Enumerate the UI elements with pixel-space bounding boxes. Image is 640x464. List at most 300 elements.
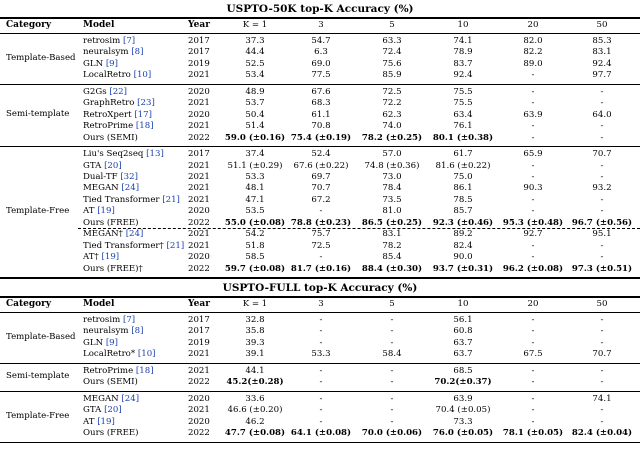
accuracy-value: 48.9 <box>245 86 265 97</box>
year-value: 2022 <box>188 263 210 274</box>
accuracy-value: 64.0 <box>592 109 612 120</box>
model-label: Tied Transformer <box>83 194 160 205</box>
year-value: 2022 <box>188 217 210 228</box>
year-value: 2021 <box>188 240 210 251</box>
accuracy-value: 52.4 <box>311 149 331 160</box>
accuracy-value: 77.5 <box>311 70 331 81</box>
accuracy-value: 73.5 <box>382 194 402 205</box>
citation-link[interactable]: [7] <box>120 315 136 325</box>
year-value: 2017 <box>188 47 210 58</box>
accuracy-value: 72.5 <box>311 240 331 251</box>
model-label: GLN <box>83 58 104 69</box>
citation-link[interactable]: [8] <box>128 47 144 58</box>
accuracy-value: 45.2(±0.28) <box>226 377 284 388</box>
accuracy-value: - <box>319 365 323 376</box>
accuracy-value: 54.2 <box>245 229 265 240</box>
citation-link[interactable]: [7] <box>120 36 136 46</box>
accuracy-value: 69.7 <box>311 171 331 182</box>
accuracy-value: 62.3 <box>382 109 402 120</box>
accuracy-value: 78.4 <box>382 183 402 194</box>
header-k: 3 <box>318 299 324 309</box>
model-label: RetroPrime <box>83 365 134 376</box>
citation-link[interactable]: [17] <box>131 109 152 120</box>
accuracy-value: 54.7 <box>311 36 331 46</box>
accuracy-value: 95.3 (±0.48) <box>502 217 564 228</box>
accuracy-value: - <box>531 70 535 81</box>
accuracy-value: 81.7 (±0.16) <box>290 263 352 274</box>
accuracy-value: 63.4 <box>453 109 473 120</box>
citation-link[interactable]: [19] <box>94 206 115 217</box>
group-rule <box>0 363 640 364</box>
accuracy-value: 78.5 <box>453 194 473 205</box>
model-name <box>83 149 164 159</box>
accuracy-value: 82.0 <box>523 36 543 46</box>
year-value: 2020 <box>188 393 210 404</box>
citation-link[interactable]: [10] <box>130 70 152 81</box>
citation-link[interactable]: [9] <box>103 58 118 69</box>
accuracy-value: 6.3 <box>314 47 328 58</box>
accuracy-value: - <box>390 315 394 325</box>
header-k: 3 <box>318 20 324 30</box>
model-label: retrosim <box>83 315 121 325</box>
accuracy-value: 80.1 (±0.38) <box>432 132 494 143</box>
accuracy-value: 53.7 <box>245 98 265 109</box>
model-label: Ours (SEMI) <box>83 377 138 388</box>
accuracy-value: 44.4 <box>245 47 265 58</box>
model-label: Ours (SEMI) <box>83 132 138 143</box>
accuracy-value: - <box>531 240 535 251</box>
model-label: MEGAN <box>83 393 119 404</box>
accuracy-value: 51.8 <box>245 240 265 251</box>
accuracy-value: 70.7 <box>592 149 612 160</box>
accuracy-value: - <box>600 132 604 143</box>
accuracy-value: 97.3 (±0.51) <box>571 263 633 274</box>
accuracy-value: 85.3 <box>592 36 612 46</box>
accuracy-value: 83.1 <box>592 47 612 58</box>
accuracy-value: 96.2 (±0.08) <box>502 263 564 274</box>
accuracy-value: 50.4 <box>245 109 265 120</box>
accuracy-value: 69.0 <box>311 58 331 69</box>
accuracy-value: 72.5 <box>382 86 402 97</box>
header-k: 10 <box>457 20 469 30</box>
accuracy-value: - <box>390 326 394 337</box>
accuracy-value: - <box>390 405 394 416</box>
model-label: Tied Transformer† <box>83 240 164 251</box>
header-k: 20 <box>527 20 539 30</box>
citation-link[interactable]: [9] <box>103 337 118 348</box>
accuracy-value: - <box>319 405 323 416</box>
top-rule <box>0 296 640 298</box>
accuracy-value: 85.9 <box>382 70 402 81</box>
accuracy-value: - <box>600 326 604 337</box>
header-k: 10 <box>457 299 469 309</box>
accuracy-value: 81.0 <box>382 206 402 217</box>
accuracy-value: 64.1 (±0.08) <box>290 428 352 439</box>
category-label: Semi-template <box>6 109 70 120</box>
model-name <box>83 377 138 387</box>
accuracy-value: - <box>319 252 323 263</box>
model-name <box>83 183 139 193</box>
accuracy-value: 81.6 (±0.22) <box>435 160 491 171</box>
accuracy-value: - <box>319 416 323 427</box>
model-label: GTA <box>83 160 102 171</box>
accuracy-value: 58.4 <box>382 349 402 360</box>
accuracy-value: 72.4 <box>382 47 402 58</box>
header-year: Year <box>188 299 210 309</box>
citation-link[interactable]: [23] <box>134 98 155 109</box>
accuracy-value: 63.9 <box>453 393 473 404</box>
year-value: 2021 <box>188 365 210 376</box>
accuracy-value: - <box>531 326 535 337</box>
group-rule <box>0 84 640 85</box>
accuracy-value: 78.9 <box>453 47 473 58</box>
section-title: USPTO-FULL top-K Accuracy (%) <box>222 282 418 294</box>
accuracy-value: 35.8 <box>245 326 265 337</box>
accuracy-value: 78.8 (±0.23) <box>290 217 352 228</box>
accuracy-value: - <box>600 377 604 388</box>
accuracy-value: 32.8 <box>245 315 265 325</box>
accuracy-value: 82.2 <box>523 47 543 58</box>
model-label: MEGAN <box>83 183 119 194</box>
model-name <box>83 59 118 69</box>
accuracy-value: 70.2(±0.37) <box>434 377 492 388</box>
accuracy-value: 68.5 <box>453 365 473 376</box>
model-label: Liu's Seq2seq <box>83 149 144 160</box>
accuracy-value: - <box>531 393 535 404</box>
model-name <box>83 121 154 131</box>
accuracy-value: 55.0 (±0.08) <box>224 217 286 228</box>
accuracy-value: 52.5 <box>245 58 265 69</box>
model-name <box>83 338 118 348</box>
accuracy-value: 75.4 (±0.19) <box>290 132 352 143</box>
accuracy-value: 74.1 <box>453 36 473 46</box>
citation-link[interactable]: [24] <box>122 229 144 240</box>
model-name <box>83 87 127 97</box>
category-label: Template-Based <box>6 331 76 342</box>
accuracy-value: - <box>531 86 535 97</box>
accuracy-value: 95.1 <box>592 229 612 240</box>
accuracy-value: 37.4 <box>245 149 265 160</box>
accuracy-value: 72.2 <box>382 98 402 109</box>
model-label: G2Gs <box>83 86 107 97</box>
citation-link[interactable]: [19] <box>94 416 115 427</box>
accuracy-value: 63.7 <box>453 337 473 348</box>
year-value: 2020 <box>188 252 210 263</box>
accuracy-value: 92.4 <box>592 58 612 69</box>
header-k: 20 <box>527 299 539 309</box>
citation-link[interactable]: [24] <box>118 393 140 404</box>
year-value: 2017 <box>188 326 210 337</box>
accuracy-value: 83.1 <box>382 229 402 240</box>
accuracy-value: - <box>390 377 394 388</box>
year-value: 2021 <box>188 349 210 360</box>
accuracy-value: 53.3 <box>311 349 331 360</box>
header-k: 50 <box>596 20 608 30</box>
model-name <box>83 405 122 415</box>
accuracy-value: 74.8 (±0.36) <box>364 160 420 171</box>
accuracy-value: 63.7 <box>453 349 473 360</box>
accuracy-value: 78.2 (±0.25) <box>361 132 423 143</box>
category-label: Semi-template <box>6 371 70 382</box>
year-value: 2020 <box>188 86 210 97</box>
model-name <box>83 252 119 262</box>
accuracy-value: - <box>390 365 394 376</box>
citation-link[interactable]: [10] <box>135 349 156 360</box>
citation-link[interactable]: [20] <box>101 405 122 416</box>
accuracy-value: - <box>319 315 323 325</box>
accuracy-value: 53.4 <box>245 70 265 81</box>
accuracy-value: - <box>531 132 535 143</box>
accuracy-value: - <box>600 240 604 251</box>
accuracy-value: 70.0 (±0.06) <box>361 428 423 439</box>
citation-link[interactable]: [19] <box>98 252 120 263</box>
model-name <box>83 315 135 325</box>
year-value: 2021 <box>188 98 210 109</box>
accuracy-value: 93.2 <box>592 183 612 194</box>
accuracy-value: 93.7 (±0.31) <box>432 263 494 274</box>
accuracy-value: - <box>319 377 323 388</box>
accuracy-value: 86.5 (±0.25) <box>361 217 423 228</box>
model-name <box>83 161 122 171</box>
accuracy-value: 78.2 <box>382 240 402 251</box>
accuracy-value: - <box>531 171 535 182</box>
citation-link[interactable]: [20] <box>101 160 122 171</box>
accuracy-value: 58.5 <box>245 252 265 263</box>
accuracy-value: 65.9 <box>523 149 543 160</box>
accuracy-value: 47.7 (±0.08) <box>224 428 286 439</box>
model-name <box>83 110 152 120</box>
group-rule <box>0 391 640 392</box>
accuracy-value: - <box>319 337 323 348</box>
model-label: Ours (FREE)† <box>83 263 143 274</box>
model-name <box>83 133 138 143</box>
year-value: 2021 <box>188 183 210 194</box>
year-value: 2021 <box>188 171 210 182</box>
accuracy-value: 44.1 <box>245 365 265 376</box>
year-value: 2017 <box>188 36 210 46</box>
year-value: 2021 <box>188 405 210 416</box>
accuracy-value: 61.1 <box>311 109 331 120</box>
accuracy-value: 61.7 <box>453 149 473 160</box>
model-label: Ours (FREE) <box>83 428 139 439</box>
header-category: Category <box>6 299 52 309</box>
accuracy-value: 88.4 (±0.30) <box>361 263 423 274</box>
accuracy-value: 56.1 <box>453 315 473 325</box>
accuracy-value: - <box>531 416 535 427</box>
accuracy-value: - <box>600 86 604 97</box>
year-value: 2021 <box>188 194 210 205</box>
accuracy-value: 57.0 <box>382 149 402 160</box>
accuracy-value: 46.6 (±0.20) <box>227 405 283 416</box>
accuracy-value: - <box>319 393 323 404</box>
year-value: 2017 <box>188 315 210 325</box>
year-value: 2021 <box>188 121 210 132</box>
accuracy-value: 89.0 <box>523 58 543 69</box>
accuracy-value: - <box>600 416 604 427</box>
model-name <box>83 36 135 46</box>
model-label: GraphRetro <box>83 98 135 109</box>
accuracy-value: 39.3 <box>245 337 265 348</box>
header-k: 50 <box>596 299 608 309</box>
model-label: GLN <box>83 337 104 348</box>
accuracy-value: 67.6 (±0.22) <box>293 160 349 171</box>
accuracy-value: 46.2 <box>245 416 265 427</box>
accuracy-value: 75.5 <box>453 98 473 109</box>
citation-link[interactable]: [22] <box>106 86 127 97</box>
model-label: Ours (FREE) <box>83 217 139 228</box>
group-rule <box>0 146 640 147</box>
model-label: RetroPrime <box>83 121 134 132</box>
bottom-rule <box>0 277 640 279</box>
accuracy-value: 96.7 (±0.56) <box>571 217 633 228</box>
model-label: retrosim <box>83 36 121 46</box>
accuracy-value: - <box>600 194 604 205</box>
model-label: GTA <box>83 405 102 416</box>
header-model: Model <box>83 20 115 30</box>
model-label: AT† <box>83 252 99 263</box>
header-category: Category <box>6 20 52 30</box>
accuracy-value: 70.4 (±0.05) <box>435 405 491 416</box>
year-value: 2021 <box>188 160 210 171</box>
model-name <box>83 98 155 108</box>
accuracy-value: - <box>531 121 535 132</box>
accuracy-value: 68.3 <box>311 98 331 109</box>
accuracy-value: 70.7 <box>311 183 331 194</box>
accuracy-value: 63.3 <box>382 36 402 46</box>
accuracy-value: 92.3 (±0.46) <box>432 217 494 228</box>
year-value: 2019 <box>188 337 210 348</box>
year-value: 2020 <box>188 206 210 217</box>
header-k: K = 1 <box>242 299 268 309</box>
accuracy-value: 83.7 <box>453 58 473 69</box>
model-name <box>83 172 138 182</box>
accuracy-value: - <box>390 416 394 427</box>
accuracy-value: 59.7 (±0.08) <box>224 263 286 274</box>
model-label: MEGAN† <box>83 229 123 240</box>
citation-link[interactable]: [21] <box>163 240 185 251</box>
category-label: Template-Free <box>6 410 70 421</box>
citation-link[interactable]: [8] <box>128 326 144 337</box>
citation-link[interactable]: [24] <box>118 183 140 194</box>
accuracy-value: 74.1 <box>592 393 612 404</box>
accuracy-value: 76.1 <box>453 121 473 132</box>
accuracy-value: - <box>390 393 394 404</box>
accuracy-value: - <box>600 171 604 182</box>
accuracy-value: 60.8 <box>453 326 473 337</box>
model-name <box>83 195 180 205</box>
header-model: Model <box>83 299 115 309</box>
citation-link[interactable]: [18] <box>133 121 154 132</box>
model-name <box>83 241 184 251</box>
header-rule <box>0 312 640 313</box>
category-label: Template-Free <box>6 206 70 217</box>
accuracy-value: - <box>600 98 604 109</box>
model-name <box>83 218 139 228</box>
accuracy-value: 82.4 <box>453 240 473 251</box>
header-rule <box>0 33 640 34</box>
bottom-rule <box>0 442 640 444</box>
year-value: 2022 <box>188 132 210 143</box>
accuracy-value: - <box>531 206 535 217</box>
accuracy-value: - <box>390 337 394 348</box>
model-name <box>83 206 115 216</box>
accuracy-value: 90.3 <box>523 183 543 194</box>
accuracy-value: 75.6 <box>382 58 402 69</box>
citation-link[interactable]: [21] <box>159 194 180 205</box>
accuracy-value: - <box>319 326 323 337</box>
accuracy-value: 51.1 (±0.29) <box>227 160 283 171</box>
accuracy-value: 75.5 <box>453 86 473 97</box>
citation-link[interactable]: [32] <box>117 171 138 182</box>
accuracy-value: - <box>531 337 535 348</box>
accuracy-value: - <box>531 315 535 325</box>
accuracy-value: 73.3 <box>453 416 473 427</box>
year-value: 2019 <box>188 58 210 69</box>
model-name <box>83 326 143 336</box>
accuracy-value: - <box>531 377 535 388</box>
accuracy-value: 86.1 <box>453 183 473 194</box>
citation-link[interactable]: [13] <box>143 149 164 160</box>
accuracy-value: - <box>319 206 323 217</box>
accuracy-value: 78.1 (±0.05) <box>502 428 564 439</box>
header-k: 5 <box>389 299 395 309</box>
accuracy-value: 73.0 <box>382 171 402 182</box>
accuracy-value: 89.2 <box>453 229 473 240</box>
accuracy-value: 75.0 <box>453 171 473 182</box>
model-name <box>83 394 139 404</box>
header-year: Year <box>188 20 210 30</box>
accuracy-value: 59.0 (±0.16) <box>224 132 286 143</box>
model-name <box>83 264 143 274</box>
year-value: 2021 <box>188 229 210 240</box>
header-k: 5 <box>389 20 395 30</box>
accuracy-value: 47.1 <box>245 194 265 205</box>
model-label: neuralsym <box>83 47 129 58</box>
accuracy-value: 74.0 <box>382 121 402 132</box>
year-value: 2017 <box>188 149 210 160</box>
accuracy-value: 67.5 <box>523 349 543 360</box>
accuracy-value: - <box>531 405 535 416</box>
accuracy-value: 67.2 <box>311 194 331 205</box>
model-name <box>83 229 143 239</box>
model-name <box>83 417 115 427</box>
dashed-separator <box>78 228 640 229</box>
year-value: 2022 <box>188 428 210 439</box>
year-value: 2020 <box>188 416 210 427</box>
accuracy-value: 90.0 <box>453 252 473 263</box>
model-label: LocalRetro <box>83 70 131 81</box>
accuracy-value: 53.3 <box>245 171 265 182</box>
accuracy-value: 97.7 <box>592 70 612 81</box>
accuracy-value: - <box>531 365 535 376</box>
model-label: AT <box>83 416 95 427</box>
year-value: 2020 <box>188 109 210 120</box>
citation-link[interactable]: [18] <box>133 365 154 376</box>
accuracy-value: 82.4 (±0.04) <box>571 428 633 439</box>
accuracy-value: - <box>600 337 604 348</box>
accuracy-value: 75.7 <box>311 229 331 240</box>
accuracy-value: - <box>600 365 604 376</box>
section-title: USPTO-50K top-K Accuracy (%) <box>226 3 414 15</box>
accuracy-value: 48.1 <box>245 183 265 194</box>
accuracy-value: 92.7 <box>523 229 543 240</box>
accuracy-value: 76.0 (±0.05) <box>432 428 494 439</box>
model-label: neuralsym <box>83 326 129 337</box>
accuracy-value: 39.1 <box>245 349 265 360</box>
year-value: 2022 <box>188 377 210 388</box>
model-label: LocalRetro* <box>83 349 136 360</box>
accuracy-value: 37.3 <box>245 36 265 46</box>
